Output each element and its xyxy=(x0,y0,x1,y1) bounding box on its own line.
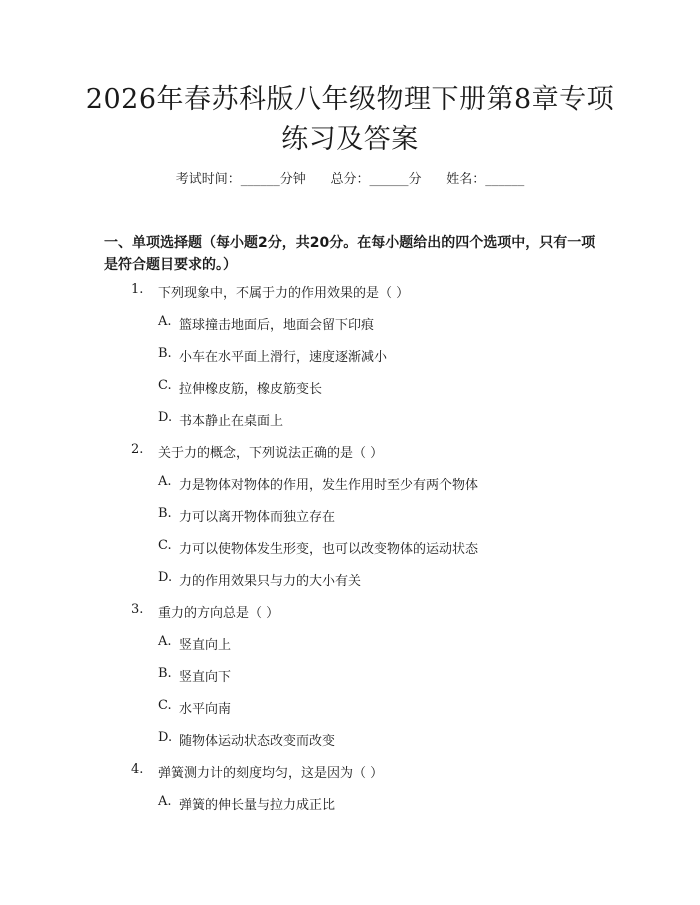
option-text: 竖直向下 xyxy=(179,670,232,685)
question-number: 4. xyxy=(131,762,144,777)
title-line-2: 练习及答案 xyxy=(281,124,419,155)
option-letter: B. xyxy=(158,666,172,681)
option-text: 竖直向上 xyxy=(179,638,232,653)
option-letter: C. xyxy=(158,698,172,713)
option-text: 书本静止在桌面上 xyxy=(179,414,284,429)
section-heading-line-1: 一、单项选择题（每小题2分，共20分。在每小题给出的四个选项中，只有一项 xyxy=(104,235,596,251)
exam-meta-line: 考试时间：______分钟 总分：______分 姓名：______ xyxy=(175,172,525,187)
option-letter: D. xyxy=(158,730,173,745)
option-letter: D. xyxy=(158,410,173,425)
question-text: 弹簧测力计的刻度均匀，这是因为（ ） xyxy=(158,766,384,781)
option-text: 拉伸橡皮筋，橡皮筋变长 xyxy=(179,382,323,397)
option-letter: C. xyxy=(158,538,172,553)
section-heading-line-2: 是符合题目要求的。） xyxy=(104,257,237,273)
option-text: 力的作用效果只与力的大小有关 xyxy=(179,574,362,589)
option-letter: A. xyxy=(158,794,172,809)
option-letter: A. xyxy=(158,634,172,649)
question-number: 1. xyxy=(131,282,144,297)
option-text: 弹簧的伸长量与拉力成正比 xyxy=(179,798,336,813)
document-title xyxy=(60,80,640,160)
question-number: 3. xyxy=(131,602,144,617)
title-line-1: 2026年春苏科版八年级物理下册第8章专项 xyxy=(85,84,615,115)
option-text: 小车在水平面上滑行，速度逐渐减小 xyxy=(179,350,388,365)
option-letter: B. xyxy=(158,506,172,521)
option-letter: B. xyxy=(158,346,172,361)
option-letter: A. xyxy=(158,314,172,329)
option-letter: D. xyxy=(158,570,173,585)
option-text: 篮球撞击地面后，地面会留下印痕 xyxy=(179,318,375,333)
question-text: 下列现象中，不属于力的作用效果的是（ ） xyxy=(158,286,410,301)
question-text: 重力的方向总是（ ） xyxy=(158,606,280,621)
option-text: 水平向南 xyxy=(179,702,232,717)
option-letter: C. xyxy=(158,378,172,393)
option-text: 随物体运动状态改变而改变 xyxy=(179,734,336,749)
option-letter: A. xyxy=(158,474,172,489)
option-text: 力是物体对物体的作用，发生作用时至少有两个物体 xyxy=(179,478,479,493)
question-text: 关于力的概念，下列说法正确的是（ ） xyxy=(158,446,384,461)
section-heading xyxy=(104,232,604,276)
option-text: 力可以离开物体而独立存在 xyxy=(179,510,336,525)
question-number: 2. xyxy=(131,442,144,457)
option-text: 力可以使物体发生形变，也可以改变物体的运动状态 xyxy=(179,542,479,557)
